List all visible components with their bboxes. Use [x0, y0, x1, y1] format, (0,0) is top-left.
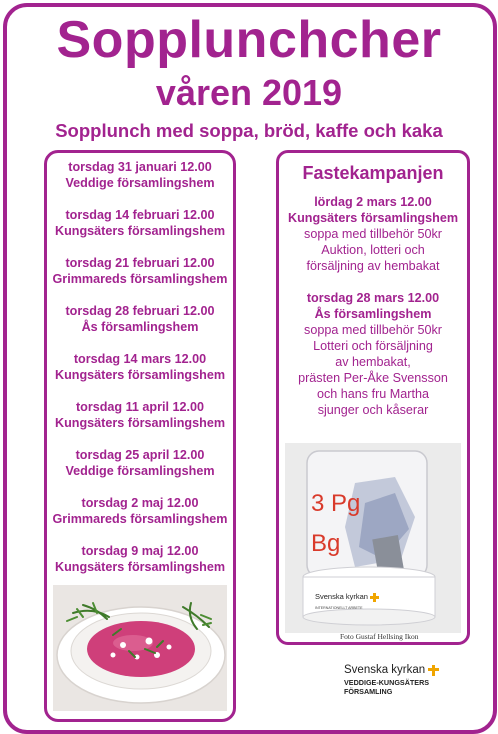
- event-date: torsdag 11 april 12.00: [75, 400, 205, 414]
- schedule-box: [44, 150, 236, 722]
- poster-year: våren 2019: [155, 72, 343, 113]
- event-place: Kungsäters församlingshem: [54, 368, 226, 382]
- event-place: Grimmareds församlingshem: [52, 512, 228, 526]
- schedule-item: [47, 255, 233, 287]
- campaign-event-line: och hans fru Martha: [316, 387, 429, 401]
- fastekampanjen-box: [276, 150, 470, 645]
- event-date: torsdag 28 februari 12.00: [65, 304, 215, 318]
- schedule-item: [47, 303, 233, 335]
- schedule-item: [47, 495, 233, 527]
- campaign-event-place: Kungsäters församlingshem: [287, 211, 459, 225]
- event-place: Kungsäters församlingshem: [54, 560, 226, 574]
- schedule-item: [47, 351, 233, 383]
- schedule-item: [47, 447, 233, 479]
- jar-logo-subtext: INTERNATIONELLT ARBETE: [315, 606, 363, 610]
- church-logo: [344, 664, 439, 696]
- campaign-event-line: soppa med tillbehör 50kr: [304, 323, 442, 337]
- jar-logo-text: Svenska kyrkan: [315, 592, 368, 601]
- event-place: Ås församlingshem: [81, 320, 199, 334]
- campaign-event-line: av hembakat,: [335, 355, 411, 369]
- event-date: torsdag 14 mars 12.00: [73, 352, 207, 366]
- jar-handwriting-2: Bg: [311, 530, 341, 557]
- logo-brand: Svenska kyrkan: [344, 664, 426, 676]
- fastekampanjen-heading: Fastekampanjen: [302, 163, 444, 183]
- campaign-event-line: Auktion, lotteri och: [321, 243, 425, 257]
- event-place: Kungsäters församlingshem: [54, 416, 226, 430]
- event-date: torsdag 14 februari 12.00: [65, 208, 215, 222]
- event-place: Veddige församlingshem: [65, 464, 215, 478]
- event-place: Kungsäters församlingshem: [54, 224, 226, 238]
- schedule-item: [47, 399, 233, 431]
- jar-handwriting-1: 3 Pg: [311, 490, 361, 517]
- campaign-event-2: [279, 290, 467, 418]
- church-cross-icon: [428, 665, 439, 676]
- event-date: torsdag 9 maj 12.00: [81, 544, 199, 558]
- campaign-event-line: Lotteri och försäljning: [313, 339, 433, 353]
- schedule-item: [47, 207, 233, 239]
- event-date: torsdag 21 februari 12.00: [65, 256, 215, 270]
- collection-jar-photo: [285, 443, 461, 633]
- poster-title: Sopplunchcher: [56, 11, 442, 69]
- campaign-event-date: lördag 2 mars 12.00: [314, 195, 432, 209]
- campaign-event-1: [279, 194, 467, 274]
- event-place: Grimmareds församlingshem: [52, 272, 228, 286]
- schedule-item: [47, 543, 233, 575]
- logo-parish-line-2: FÖRSAMLING: [344, 687, 393, 696]
- campaign-event-date: torsdag 28 mars 12.00: [306, 291, 440, 305]
- campaign-event-place: Ås församlingshem: [314, 307, 432, 321]
- photo-credit: Foto Gustaf Hellsing Ikon: [340, 632, 419, 641]
- poster-subtitle: Sopplunch med soppa, bröd, kaffe och kaka: [55, 120, 443, 141]
- campaign-event-line: sjunger och kåserar: [317, 403, 429, 417]
- soup-photo: [53, 585, 227, 711]
- campaign-event-line: soppa med tillbehör 50kr: [304, 227, 442, 241]
- campaign-event-line: prästen Per-Åke Svensson: [298, 371, 448, 385]
- campaign-event-line: försäljning av hembakat: [306, 259, 440, 273]
- event-date: torsdag 31 januari 12.00: [68, 160, 212, 174]
- event-date: torsdag 25 april 12.00: [75, 448, 205, 462]
- event-place: Veddige församlingshem: [65, 176, 215, 190]
- schedule-item: [47, 159, 233, 191]
- event-date: torsdag 2 maj 12.00: [81, 496, 199, 510]
- logo-parish-line-1: VEDDIGE-KUNGSÄTERS: [344, 678, 430, 687]
